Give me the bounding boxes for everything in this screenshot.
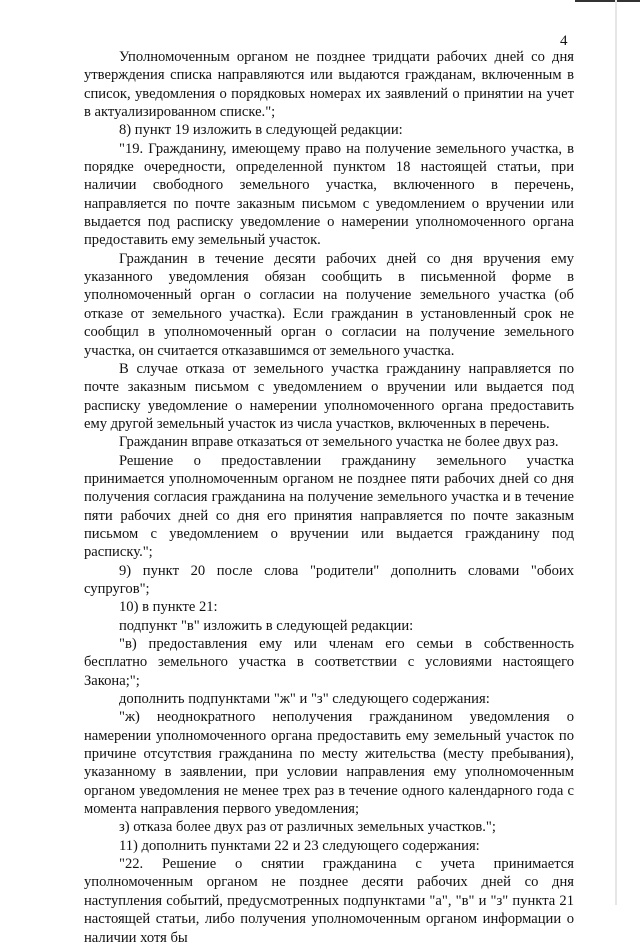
paragraph: Гражданин в течение десяти рабочих дней со дня вручения ему указанного уведомления обязан сообщить в письменной форме в уполномоченный орган о согласии на получение земельного участка (об отказе от земельного участка). Если гражданин в установленный срок не сообщил в уполномоченный орган о согласии на получение земельного участка, он считается отказавшимся от земельного участка. [84,250,574,359]
paragraph: "ж) неоднократного неполучения гражданином уведомления о намерении уполномоченного органа предоставить ему земельный участок по причине отсутствия гражданина по месту жительства (месту пребывания), указанному в заявлении, при условии направления ему уполномоченным органом уведомления не менее трех раз в течение одного календарного года с момента направления первого уведомления; [84,709,574,818]
paragraph: Решение о предоставлении гражданину земельного участка принимается уполномоченным органом не позднее пяти рабочих дней со дня получения согласия гражданина на получение земельного участка и в течение пяти рабочих дней со дня его принятия направляется по почте заказным письмом с уведомлением о вручении или выдается гражданину под расписку."; [84,452,574,561]
paragraph: подпункт "в" изложить в следующей редакции: [119,617,414,634]
document-body [84,48,574,947]
paragraph: "22. Решение о снятии гражданина с учета принимается уполномоченным органом не позднее десяти рабочих дней со дня наступления событий, предусмотренных подпунктами "а", "в" и "з" пункта 21 настоящей статьи, либо получения уполномоченным органом информации о наличии хотя бы [84,856,574,946]
paragraph: 8) пункт 19 изложить в следующей редакции: [119,122,403,139]
paragraph: Гражданин вправе отказаться от земельного участка не более двух раз. [119,434,559,451]
paragraph: Уполномоченным органом не позднее тридцати рабочих дней со дня утверждения списка направляются или выдаются гражданам, включенным в список, уведомления о порядковых номерах их заявлений о принятии на учет в актуализированном списке."; [84,49,574,121]
paragraph: "19. Гражданину, имеющему право на получение земельного участка, в порядке очередности, определенной пунктом 18 настоящей статьи, при наличии свободного земельного участка, включенного в перечень, направляется по почте заказным письмом с уведомлением о вручении или выдается под расписку уведомление о намерении уполномоченного органа предоставить ему земельный участок. [84,140,574,249]
scan-edge-line [575,0,640,2]
paragraph: з) отказа более двух раз от различных земельных участков."; [119,819,496,836]
paragraph: "в) предоставления ему или членам его семьи в собственность бесплатно земельного участка в соответствии с условиями настоящего Закона;"; [84,636,574,689]
paragraph: 11) дополнить пунктами 22 и 23 следующего содержания: [119,837,480,854]
paragraph: дополнить подпунктами "ж" и "з" следующего содержания: [119,691,490,708]
paragraph: 10) в пункте 21: [119,599,218,616]
paragraph: В случае отказа от земельного участка гражданину направляется по почте заказным письмом с уведомлением о вручении или выдается под расписку уведомление о намерении уполномоченного органа предоставить ему другой земельный участок из числа участков, включенных в перечень. [84,360,574,432]
page-number: 4 [560,33,568,49]
paragraph: 9) пункт 20 после слова "родители" дополнить словами "обоих супругов"; [84,562,574,597]
scan-edge-shadow [615,0,617,905]
